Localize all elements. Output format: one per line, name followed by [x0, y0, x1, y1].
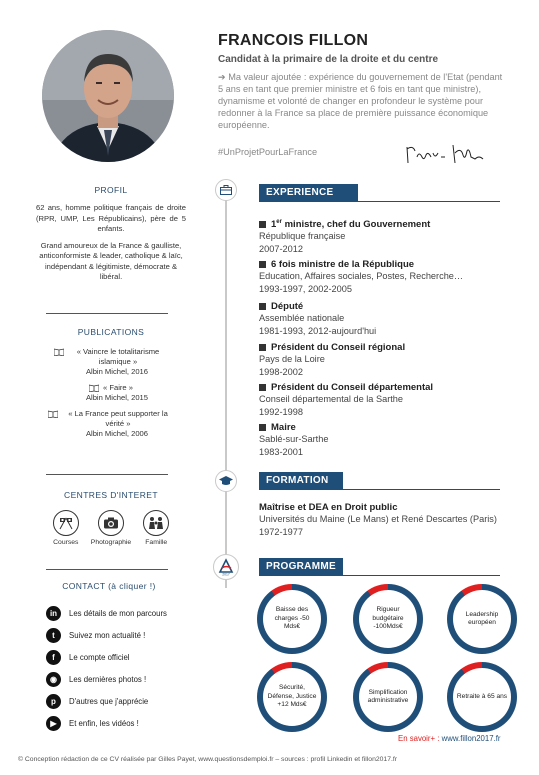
candidate-subtitle: Candidat à la primaire de la droite et du centre	[218, 54, 439, 65]
hashtag: #UnProjetPourLaFrance	[218, 147, 318, 157]
programme-header: PROGRAMME	[259, 558, 343, 576]
more-link[interactable]: www.fillon2017.fr	[441, 734, 501, 743]
contact-title	[46, 581, 172, 591]
contact-title-main: CONTACT	[62, 581, 106, 591]
publication-title: « Vaincre le totalitarisme islamique »	[76, 347, 160, 366]
bullet-square-icon	[259, 384, 266, 391]
footer-credits: © Conception rédaction de ce CV réalisée par Gilles Payet, www.questionsdemploi.fr – sources : profil Linkedin et fillon2017.fr	[18, 756, 398, 763]
header-underline	[259, 489, 500, 490]
racing-flags-icon	[53, 510, 79, 536]
divider	[46, 313, 168, 314]
experience-org: Pays de la Loire	[259, 354, 325, 364]
bullet-square-icon	[259, 424, 266, 431]
interests-section	[36, 490, 186, 546]
experience-org: Conseil départemental de la Sarthe	[259, 394, 404, 404]
experience-item	[259, 301, 519, 337]
contact-link-linkedin[interactable]	[46, 605, 196, 621]
twitter-icon: t	[46, 628, 61, 643]
divider	[46, 569, 168, 570]
contact-label: Le compte officiel	[69, 652, 130, 662]
experience-org: Assemblée nationale	[259, 313, 345, 323]
interest-item	[53, 510, 79, 546]
contact-label: D'autres que j'apprécie	[69, 696, 149, 706]
experience-header: EXPERIENCE	[259, 184, 358, 202]
programme-ring	[353, 584, 423, 654]
programme-label: Rigueur budgétaire -100Mds€	[359, 590, 417, 648]
divider	[46, 474, 168, 475]
campaign-logo-icon	[213, 554, 239, 580]
facebook-icon: f	[46, 650, 61, 665]
role-number: 1	[271, 219, 277, 231]
experience-org: République française	[259, 231, 346, 242]
graduation-cap-icon	[215, 470, 237, 492]
contact-link-twitter[interactable]	[46, 627, 196, 643]
contact-title-note: (à cliquer !)	[108, 581, 156, 591]
publications-title: PUBLICATIONS	[77, 327, 145, 337]
briefcase-icon	[215, 179, 237, 201]
header-underline	[259, 201, 500, 202]
experience-item	[259, 219, 519, 255]
publication-publisher: Albin Michel, 2015	[85, 393, 148, 402]
contact-link-facebook[interactable]	[46, 649, 196, 665]
interest-label: Famille	[145, 539, 168, 546]
experience-dates: 1993-1997, 2002-2005	[259, 283, 352, 294]
publication-title: « La France peut supporter la vérité »	[68, 409, 168, 428]
header-underline	[259, 575, 500, 576]
bullet-square-icon	[259, 344, 266, 351]
more-info	[398, 734, 501, 743]
publication-item	[36, 347, 186, 377]
interest-item	[143, 510, 169, 546]
candidate-name: FRANCOIS FILLON	[218, 32, 369, 49]
contact-label: Et enfin, les vidéos !	[69, 718, 139, 728]
profile-para-2: Grand amoureux de la France & gaulliste, anticonformiste & leader, catholique & laïc, indépendant & légitimiste, démocrate & libéral.	[39, 240, 183, 281]
experience-item	[259, 342, 519, 378]
interest-item	[91, 510, 131, 546]
profile-para-1: 62 ans, homme politique français de droite (RPR, UMP, Les Républicains), père de 5 enfants.	[36, 203, 186, 233]
programme-ring	[447, 662, 517, 732]
programme-label: Simplification administrative	[359, 668, 417, 726]
contact-label: Suivez mon actualité !	[69, 630, 146, 640]
publications-section	[36, 327, 186, 439]
experience-role: Maire	[271, 422, 296, 433]
family-icon	[143, 510, 169, 536]
experience-item	[259, 259, 519, 295]
programme-label: Sécurité, Défense, Justice +12 Mds€	[263, 668, 321, 726]
contact-section	[46, 581, 196, 731]
intro-paragraph: ➔ Ma valeur ajoutée : expérience du gouvernement de l'Etat (pendant 5 ans en tant que premier ministre et 6 fois en tant que ministre), dynamisme et volonté de changer en profondeur le système pour redonner à la France sa place de première puissance économique européenne.	[218, 72, 503, 130]
programme-ring	[257, 584, 327, 654]
publication-title: « Faire »	[103, 383, 133, 392]
publication-item	[36, 409, 186, 439]
experience-role: Président du Conseil départemental	[271, 382, 434, 393]
experience-dates: 1998-2002	[259, 366, 303, 377]
role-suffix: er	[276, 219, 282, 225]
experience-role: 6 fois ministre de la République	[271, 259, 415, 270]
programme-ring	[353, 662, 423, 732]
publication-publisher: Albin Michel, 2006	[85, 429, 148, 438]
experience-role: Député	[271, 301, 304, 312]
programme-label: Retraite à 65 ans	[453, 668, 511, 726]
programme-label: Baisse des charges -50 Mds€	[263, 590, 321, 648]
experience-dates: 1983-2001	[259, 446, 303, 457]
formation-dates: 1972-1977	[259, 526, 303, 537]
experience-item	[259, 382, 519, 418]
interests-title: CENTRES D'INTERET	[64, 490, 158, 500]
bullet-square-icon	[259, 261, 266, 268]
camera-icon	[98, 510, 124, 536]
formation-item	[259, 502, 519, 538]
youtube-icon: ▶	[46, 716, 61, 731]
experience-dates: 2007-2012	[259, 243, 303, 254]
experience-org: Education, Affaires sociales, Postes, Recherche…	[259, 271, 464, 281]
book-icon	[89, 384, 99, 392]
programme-ring	[447, 584, 517, 654]
interest-label: Courses	[53, 539, 79, 546]
formation-school: Universités du Maine (Le Mans) et René Descartes (Paris)	[259, 514, 497, 524]
formation-degree: Maîtrise et DEA en Droit public	[259, 502, 398, 513]
programme-label: Leadership européen	[453, 590, 511, 648]
contact-label: Les détails de mon parcours	[69, 608, 167, 618]
contact-link-youtube[interactable]	[46, 715, 196, 731]
signature-icon	[405, 139, 487, 167]
instagram-icon: ◉	[46, 672, 61, 687]
timeline-line	[225, 186, 227, 588]
interest-label: Photographie	[90, 539, 132, 546]
experience-org: Sablé-sur-Sarthe	[259, 434, 329, 444]
contact-label: Les dernières photos !	[69, 674, 147, 684]
formation-header: FORMATION	[259, 472, 343, 490]
profile-section	[36, 185, 186, 283]
contact-link-instagram[interactable]	[46, 671, 196, 687]
experience-role: Président du Conseil régional	[271, 342, 406, 353]
book-icon	[54, 348, 64, 356]
pinterest-icon: p	[46, 694, 61, 709]
programme-ring	[257, 662, 327, 732]
linkedin-icon: in	[46, 606, 61, 621]
more-prefix: En savoir+ :	[398, 734, 440, 743]
contact-link-pinterest[interactable]	[46, 693, 196, 709]
publication-publisher: Albin Michel, 2016	[85, 367, 148, 376]
bullet-square-icon	[259, 303, 266, 310]
profile-photo	[42, 30, 174, 162]
bullet-square-icon	[259, 221, 266, 228]
profile-title: PROFIL	[94, 185, 128, 195]
book-icon	[48, 410, 58, 418]
experience-dates: 1992-1998	[259, 406, 303, 417]
experience-dates: 1981-1993, 2012-aujourd'hui	[259, 325, 377, 336]
experience-item	[259, 422, 519, 458]
experience-role	[271, 219, 430, 230]
role-text: ministre, chef du Gouvernement	[281, 219, 431, 231]
campaign-logo-year: 2017	[222, 572, 230, 576]
publication-item	[36, 383, 186, 403]
